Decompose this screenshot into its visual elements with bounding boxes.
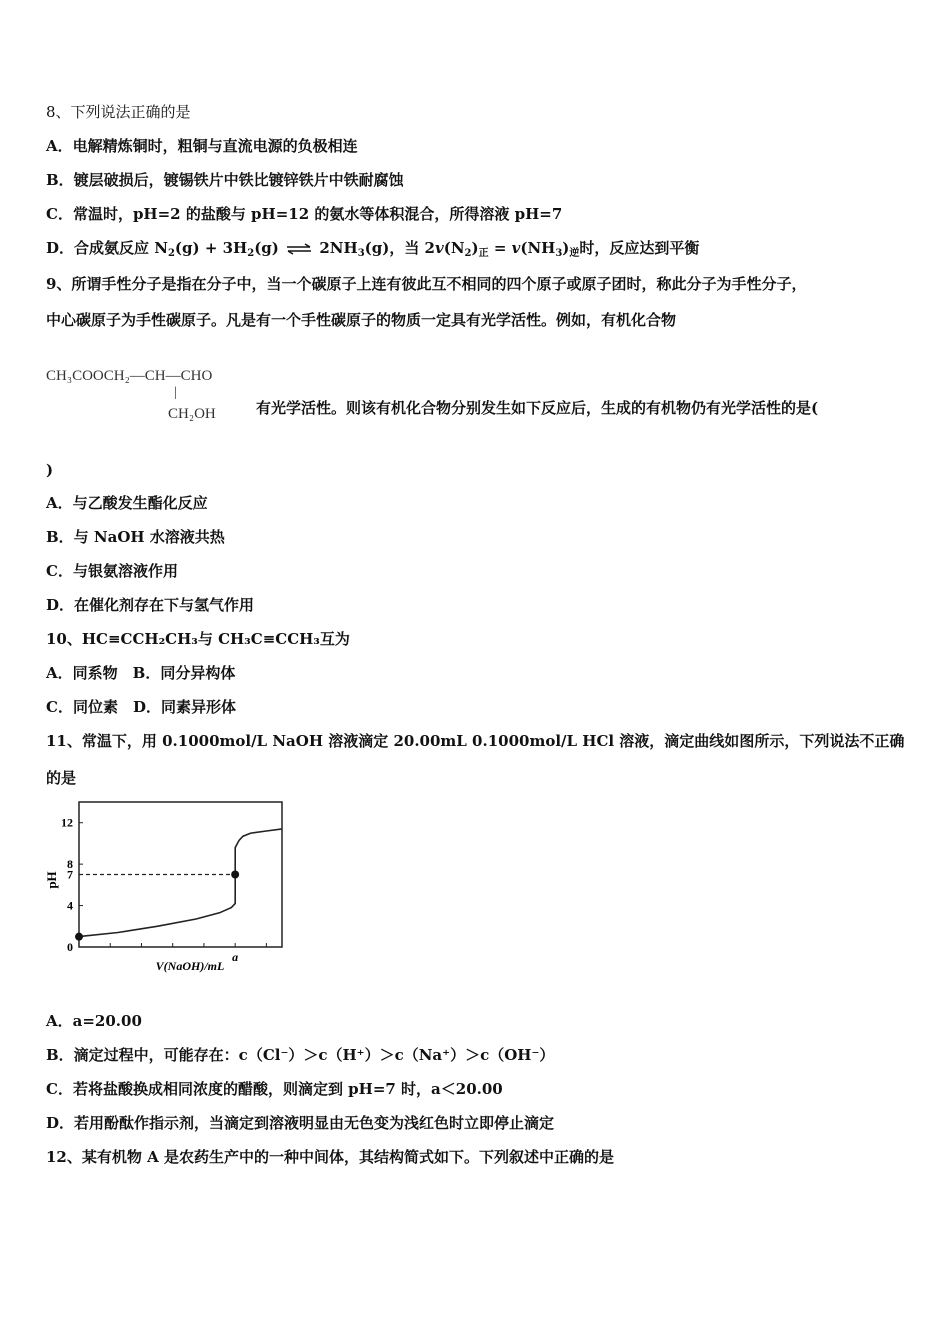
equilibrium-arrow-icon — [286, 243, 312, 255]
data-point-0 — [75, 933, 83, 941]
q8-option-b: B．镀层破损后，镀锡铁片中铁比镀锌铁片中铁耐腐蚀 — [46, 171, 404, 189]
x-tick-label-a: a — [232, 950, 239, 964]
y-tick-label: 0 — [67, 940, 73, 954]
q9-stem-line1: 9、所谓手性分子是指在分子中，当一个碳原子上连有彼此互不相同的四个原子或原子团时，称此分子为手性分子， — [46, 275, 807, 293]
q9-stem-line2: 中心碳原子为手性碳原子。凡是有一个手性碳原子的物质一定具有光学活性。例如，有机化合物 — [46, 311, 677, 329]
y-tick-label: 4 — [67, 898, 73, 913]
q11-option-a: A．a=20.00 — [46, 1012, 142, 1030]
q11-option-b: B．滴定过程中，可能存在：c（Cl⁻）＞c（H⁺）＞c（Na⁺）＞c（OH⁻） — [46, 1046, 555, 1064]
q10-stem: 10、HC≡CCH₂CH₃与 CH₃C≡CCH₃互为 — [46, 630, 350, 648]
q9-option-b: B．与 NaOH 水溶液共热 — [46, 528, 225, 546]
q9-stem-close: ) — [46, 461, 54, 479]
q11-option-d: D．若用酚酞作指示剂，当滴定到溶液明显由无色变为浅红色时立即停止滴定 — [46, 1114, 555, 1132]
q11-stem-line2: 的是 — [46, 769, 77, 787]
q9-option-d: D．在催化剂存在下与氢气作用 — [46, 596, 255, 614]
y-tick-label: 12 — [61, 815, 73, 830]
q11-stem-line1: 11、常温下，用 0.1000mol/L NaOH 溶液滴定 20.00mL 0.1000mol/L HCl 溶液，滴定曲线如图所示，下列说法不正确 — [46, 732, 905, 750]
y-axis-label: pH — [44, 871, 59, 889]
formula-bond: | — [174, 385, 177, 400]
q8-stem: 8、下列说法正确的是 — [46, 103, 191, 121]
q8-option-d: D．合成氨反应 $N_2(g) + 3H_2(g)$ $2NH_3(g)$，当 $2v(N_2)_正 = v(NH_3)_逆$时，反应达到平衡 — [46, 239, 700, 259]
data-point-1 — [231, 871, 239, 879]
q9-option-a: A．与乙酸发生酯化反应 — [46, 494, 208, 512]
q12-stem: 12、某有机物 A 是农药生产中的一种中间体，其结构简式如下。下列叙述中正确的是 — [46, 1148, 614, 1166]
q10-options-cd: C．同位素 D．同素异形体 — [46, 698, 236, 716]
x-axis-label: V(NaOH)/mL — [155, 959, 225, 973]
y-tick-label: 7 — [67, 867, 73, 882]
titration-chart — [40, 798, 290, 978]
formula-main-chain: CH₃COOCH₂—CH—CHO — [46, 368, 213, 384]
q9-option-c: C．与银氨溶液作用 — [46, 562, 178, 580]
formula-branch: CH₂OH — [168, 406, 216, 422]
q11-option-c: C．若将盐酸换成相同浓度的醋酸，则滴定到 pH=7 时，a＜20.00 — [46, 1080, 503, 1098]
titration-curve — [79, 829, 282, 937]
q9-stem-line3: 有光学活性。则该有机化合物分别发生如下反应后，生成的有机物仍有光学活性的是( — [256, 399, 819, 417]
q10-options-ab: A．同系物 B．同分异构体 — [46, 664, 236, 682]
y-tick-label: 8 — [67, 857, 73, 872]
q8-option-c: C．常温时，pH=2 的盐酸与 pH=12 的氨水等体积混合，所得溶液 pH=7 — [46, 205, 563, 223]
q8-option-a: A．电解精炼铜时，粗铜与直流电源的负极相连 — [46, 137, 358, 155]
structural-formula — [46, 366, 254, 428]
